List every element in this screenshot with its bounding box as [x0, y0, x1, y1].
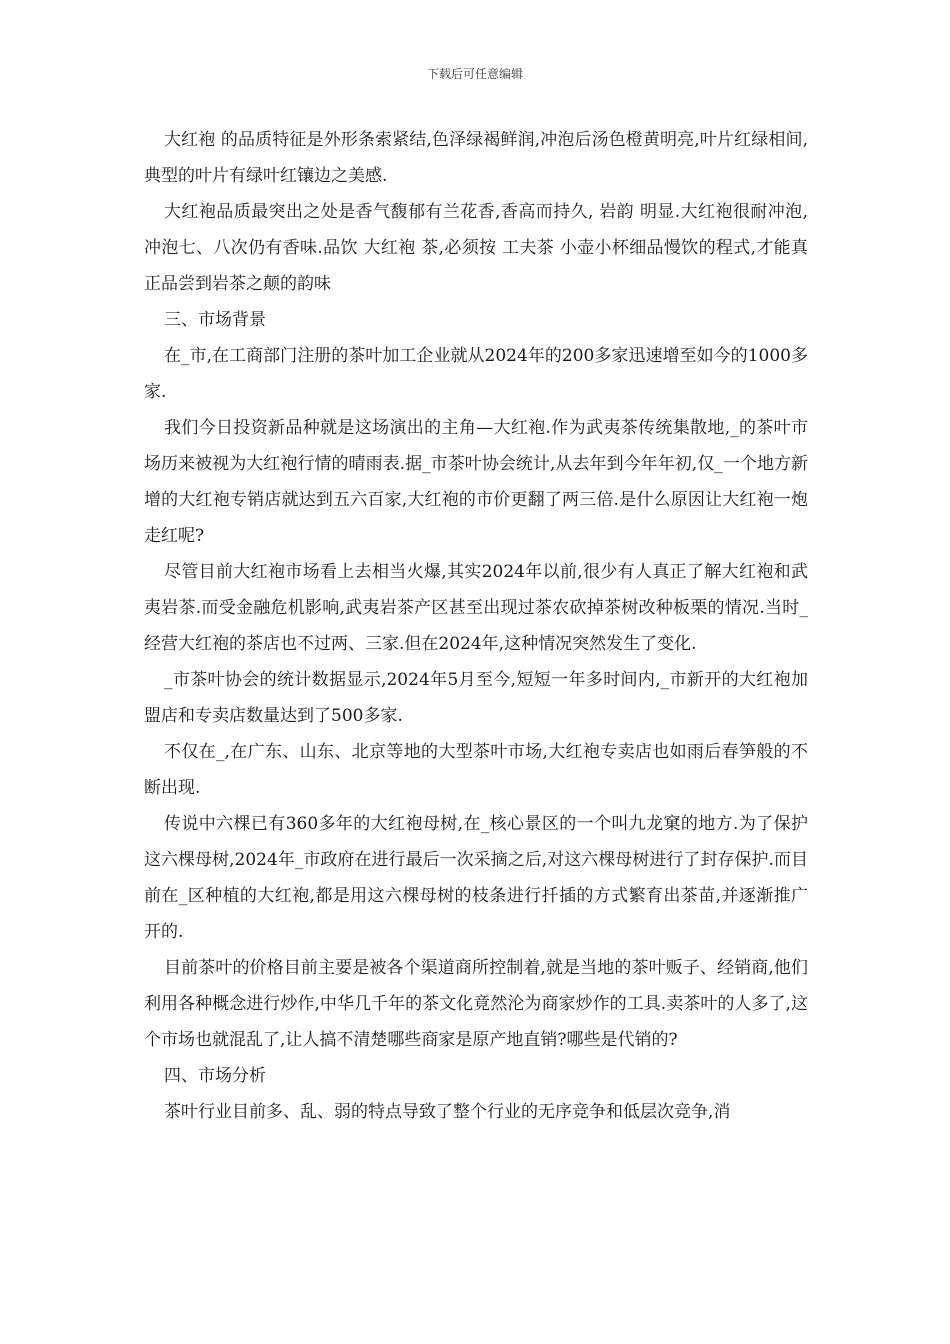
paragraph-enterprise-growth: 在_市,在工商部门注册的茶叶加工企业就从2024年的200多家迅速增至如今的1000多家.: [144, 346, 808, 402]
paragraph-association-stats: _市茶叶协会的统计数据显示,2024年5月至今,短短一年多时间内,_市新开的大红袍加盟店和专卖店数量达到了500多家.: [144, 670, 808, 726]
section-heading-market-analysis: 四、市场分析: [164, 1066, 266, 1086]
paragraph-mother-trees: 传说中六棵已有360多年的大红袍母树,在_核心景区的一个叫九龙窠的地方.为了保护这六棵母树,2024年_市政府在进行最后一次采摘之后,对这六棵母树进行了封存保护.而目前在_区种植的大红袍,都是用这六棵母树的枝条进行扦插的方式繁育出茶苗,并逐渐推广开的.: [144, 814, 808, 942]
paragraph-other-regions: 不仅在_,在广东、山东、北京等地的大型茶叶市场,大红袍专卖店也如雨后春笋般的不断出现.: [144, 742, 808, 798]
paragraph-market-history: 尽管目前大红袍市场看上去相当火爆,其实2024年以前,很少有人真正了解大红袍和武夷岩茶.而受金融危机影响,武夷岩茶产区甚至出现过茶农砍掉茶树改种板栗的情况.当时_经营大红袍的茶店也不过两、三家.但在2024年,这种情况突然发生了变化.: [144, 562, 808, 654]
paragraph-industry-competition: 茶叶行业目前多、乱、弱的特点导致了整个行业的无序竞争和低层次竞争,消: [164, 1102, 731, 1122]
section-heading-market-background: 三、市场背景: [164, 310, 266, 330]
paragraph-new-variety: 我们今日投资新品种就是这场演出的主角—大红袍.作为武夷茶传统集散地,_的茶叶市场历来被视为大红袍行情的晴雨表.据_市茶叶协会统计,从去年到今年年初,仅_一个地方新增的大红袍专销店就达到五六百家,大红袍的市价更翻了两三倍.是什么原因让大红袍一炮走红呢?: [144, 418, 808, 546]
document-body: [144, 122, 808, 1130]
paragraph-aroma: 大红袍品质最突出之处是香气馥郁有兰花香,香高而持久, 岩韵 明显.大红袍很耐冲泡,冲泡七、八次仍有香味.品饮 大红袍 茶,必须按 工夫茶 小壶小杯细品慢饮的程式,才能真正品尝到岩茶之颠的韵味: [144, 202, 808, 294]
paragraph-price-control: 目前茶叶的价格目前主要是被各个渠道商所控制着,就是当地的茶叶贩子、经销商,他们利用各种概念进行炒作,中华几千年的茶文化竟然沦为商家炒作的工具.卖茶叶的人多了,这个市场也就混乱了,让人搞不清楚哪些商家是原产地直销?哪些是代销的?: [144, 958, 808, 1050]
page-header: 下载后可任意编辑: [426, 67, 523, 81]
paragraph-quality-features: 大红袍 的品质特征是外形条索紧结,色泽绿褐鲜润,冲泡后汤色橙黄明亮,叶片红绿相间,典型的叶片有绿叶红镶边之美感.: [144, 130, 808, 186]
